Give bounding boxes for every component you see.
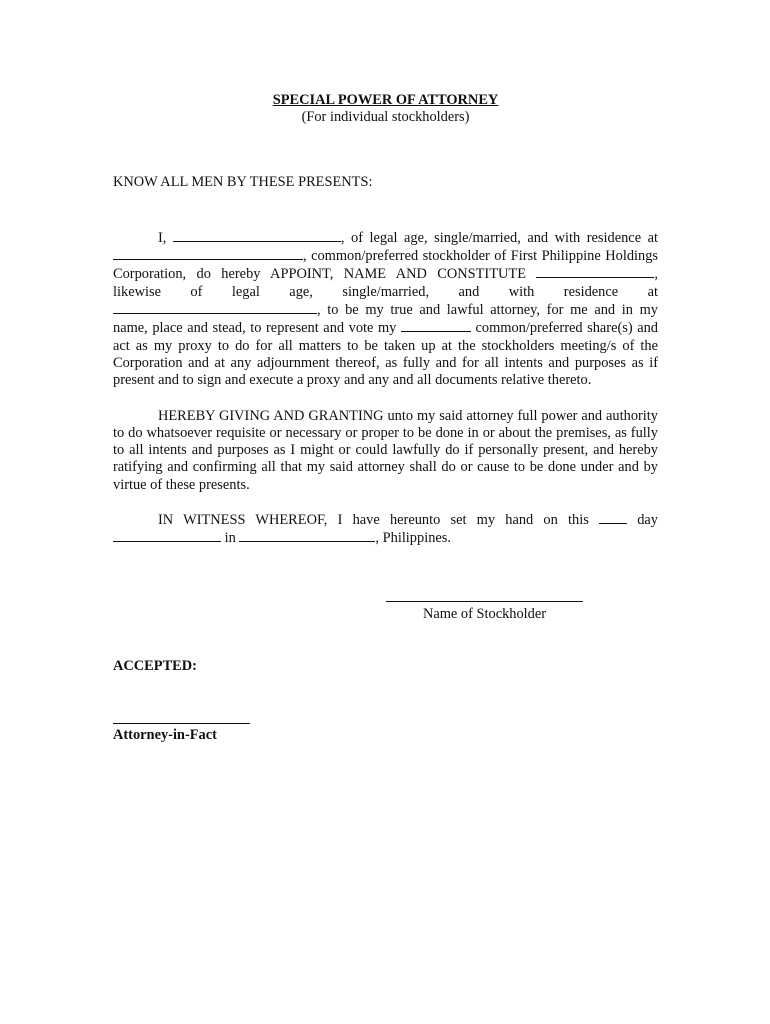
attorney-name-blank[interactable] <box>536 265 654 278</box>
place-blank[interactable] <box>239 529 375 542</box>
p1-text-2: , of legal age, single/married, and with residence at <box>340 229 658 246</box>
p1-text-4: , likewise of legal age, single/married, and with residence at <box>113 266 658 300</box>
p3-text-3: in <box>224 530 236 547</box>
attorney-residence-blank[interactable] <box>113 301 317 314</box>
stockholder-signature-label: Name of Stockholder <box>422 606 547 622</box>
witness-paragraph <box>113 511 658 548</box>
document-body <box>113 92 658 548</box>
stockholder-residence-blank[interactable] <box>113 247 303 260</box>
p3-text-2: day <box>637 512 658 529</box>
accepted-heading: ACCEPTED: <box>113 658 197 674</box>
stockholder-signature-line[interactable] <box>386 601 583 602</box>
p3-text-4: , Philippines. <box>375 530 451 547</box>
p1-text-3: , common/preferred stockholder of First Philippine Holdings Corporation, do hereby APPOINT, NAME AND CONSTITUTE <box>113 248 658 283</box>
shares-count-blank[interactable] <box>401 319 471 332</box>
attorney-signature-block <box>113 723 250 744</box>
p3-text-1: IN WITNESS WHEREOF, I have hereunto set my hand on this <box>158 512 589 529</box>
document-subtitle: (For individual stockholders) <box>301 109 470 126</box>
granting-paragraph: HEREBY GIVING AND GRANTING unto my said attorney full power and authority to do whatsoever requisite or necessary or proper to be done in or about the premises, as fully to all intents and purposes as I might or could lawfully do if personally present, and hereby ratifying and confirming all that my said attorney shall do or cause to be done under and by virtue of these presents. <box>113 407 658 493</box>
p1-text-5: , to be my true and lawful attorney, for me and in my name, place and stead, to represent and vote my <box>113 302 658 337</box>
attorney-signature-label: Attorney-in-Fact <box>113 727 217 743</box>
p1-text-1: I, <box>158 229 167 246</box>
month-year-blank[interactable] <box>113 529 221 542</box>
stockholder-signature-block <box>386 601 583 623</box>
p1-text-6: common/preferred share(s) and act as my proxy to do for all matters to be taken up at the stockholders meeting/s of the Corporation and at any adjournment thereof, as fully and for all intents and purposes as if present and to sign and execute a proxy and any and all documents relative thereto. <box>113 320 658 389</box>
attorney-signature-line[interactable] <box>113 723 250 724</box>
appointment-paragraph <box>113 229 658 390</box>
know-all-heading: KNOW ALL MEN BY THESE PRESENTS: <box>113 173 373 190</box>
stockholder-name-blank[interactable] <box>173 229 341 242</box>
document-title: SPECIAL POWER OF ATTORNEY <box>272 92 499 108</box>
day-blank[interactable] <box>599 511 627 524</box>
